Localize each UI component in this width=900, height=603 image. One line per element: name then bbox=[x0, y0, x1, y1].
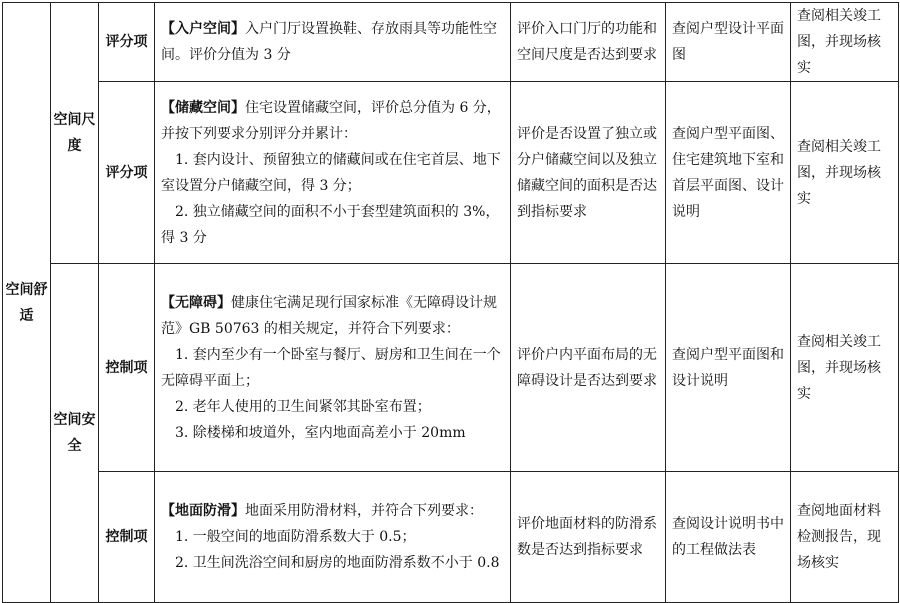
type-cell: 评分项 bbox=[99, 3, 155, 82]
category-safety-cell: 空间安全 bbox=[51, 264, 99, 603]
table-row bbox=[3, 3, 899, 82]
requirement-text: 入户门厅设置换鞋、存放雨具等功能性空间。评价分值为 3 分 bbox=[161, 21, 497, 63]
type-cell: 控制项 bbox=[99, 264, 155, 472]
documents-cell: 查阅设计说明书中的工程做法表 bbox=[666, 472, 791, 603]
type-cell: 评分项 bbox=[99, 82, 155, 264]
requirement-cell bbox=[155, 264, 511, 472]
requirement-item: 2. 独立储藏空间的面积不小于套型建筑面积的 3%，得 3 分 bbox=[161, 203, 500, 246]
documents-cell: 查阅户型平面图、住宅建筑地下室和首层平面图、设计说明 bbox=[666, 82, 791, 264]
category-comfort-cell: 空间舒适 bbox=[3, 3, 51, 603]
requirement-text: 健康住宅满足现行国家标准《无障碍设计规范》GB 50763 的相关规定，并符合下列要求： bbox=[161, 294, 497, 337]
requirement-tag: 【入户空间】 bbox=[161, 21, 245, 37]
category-size-cell: 空间尺度 bbox=[51, 3, 99, 264]
requirement-text: 住宅设置储藏空间，评价总分值为 6 分，并按下列要求分别评分并累计： bbox=[161, 99, 501, 142]
requirement-item: 2. 卫生间洗浴空间和厨房的地面防滑系数不小于 0.8 bbox=[175, 555, 500, 571]
evaluation-cell: 评价户内平面布局的无障碍设计是否达到要求 bbox=[511, 264, 666, 472]
requirement-cell bbox=[155, 472, 511, 603]
site-check-cell: 查阅相关竣工图，并现场核实 bbox=[791, 264, 899, 472]
site-check-cell: 查阅相关竣工图，并现场核实 bbox=[791, 3, 899, 82]
site-check-cell: 查阅相关竣工图，并现场核实 bbox=[791, 82, 899, 264]
requirement-item: 1. 套内设计、预留独立的储藏间或在住宅首层、地下室设置分户储藏空间，得 3 分； bbox=[161, 151, 501, 194]
requirement-cell bbox=[155, 3, 511, 82]
table-row bbox=[3, 264, 899, 472]
standards-table bbox=[2, 2, 899, 603]
evaluation-cell: 评价入口门厅的功能和空间尺度是否达到要求 bbox=[511, 3, 666, 82]
site-check-cell: 查阅地面材料检测报告，现场核实 bbox=[791, 472, 899, 603]
evaluation-cell: 评价是否设置了独立或分户储藏空间以及独立储藏空间的面积是否达到指标要求 bbox=[511, 82, 666, 264]
requirement-item: 1. 一般空间的地面防滑系数大于 0.5； bbox=[175, 529, 416, 545]
table-row bbox=[3, 472, 899, 603]
requirement-item: 1. 套内至少有一个卧室与餐厅、厨房和卫生间在一个无障碍平面上； bbox=[161, 346, 501, 389]
requirement-tag: 【储藏空间】 bbox=[161, 99, 245, 116]
type-cell: 控制项 bbox=[99, 472, 155, 603]
table-row bbox=[3, 82, 899, 264]
documents-cell: 查阅户型设计平面图 bbox=[666, 3, 791, 82]
requirement-cell bbox=[155, 82, 511, 264]
requirement-item: 2. 老年人使用的卫生间紧邻其卧室布置； bbox=[175, 398, 431, 415]
requirement-text: 地面采用防滑材料，并符合下列要求： bbox=[245, 503, 483, 519]
requirement-tag: 【无障碍】 bbox=[161, 294, 231, 311]
evaluation-cell: 评价地面材料的防滑系数是否达到指标要求 bbox=[511, 472, 666, 603]
documents-cell: 查阅户型平面图和设计说明 bbox=[666, 264, 791, 472]
requirement-item: 3. 除楼梯和坡道外，室内地面高差小于 20mm bbox=[175, 424, 466, 441]
requirement-tag: 【地面防滑】 bbox=[161, 503, 245, 519]
